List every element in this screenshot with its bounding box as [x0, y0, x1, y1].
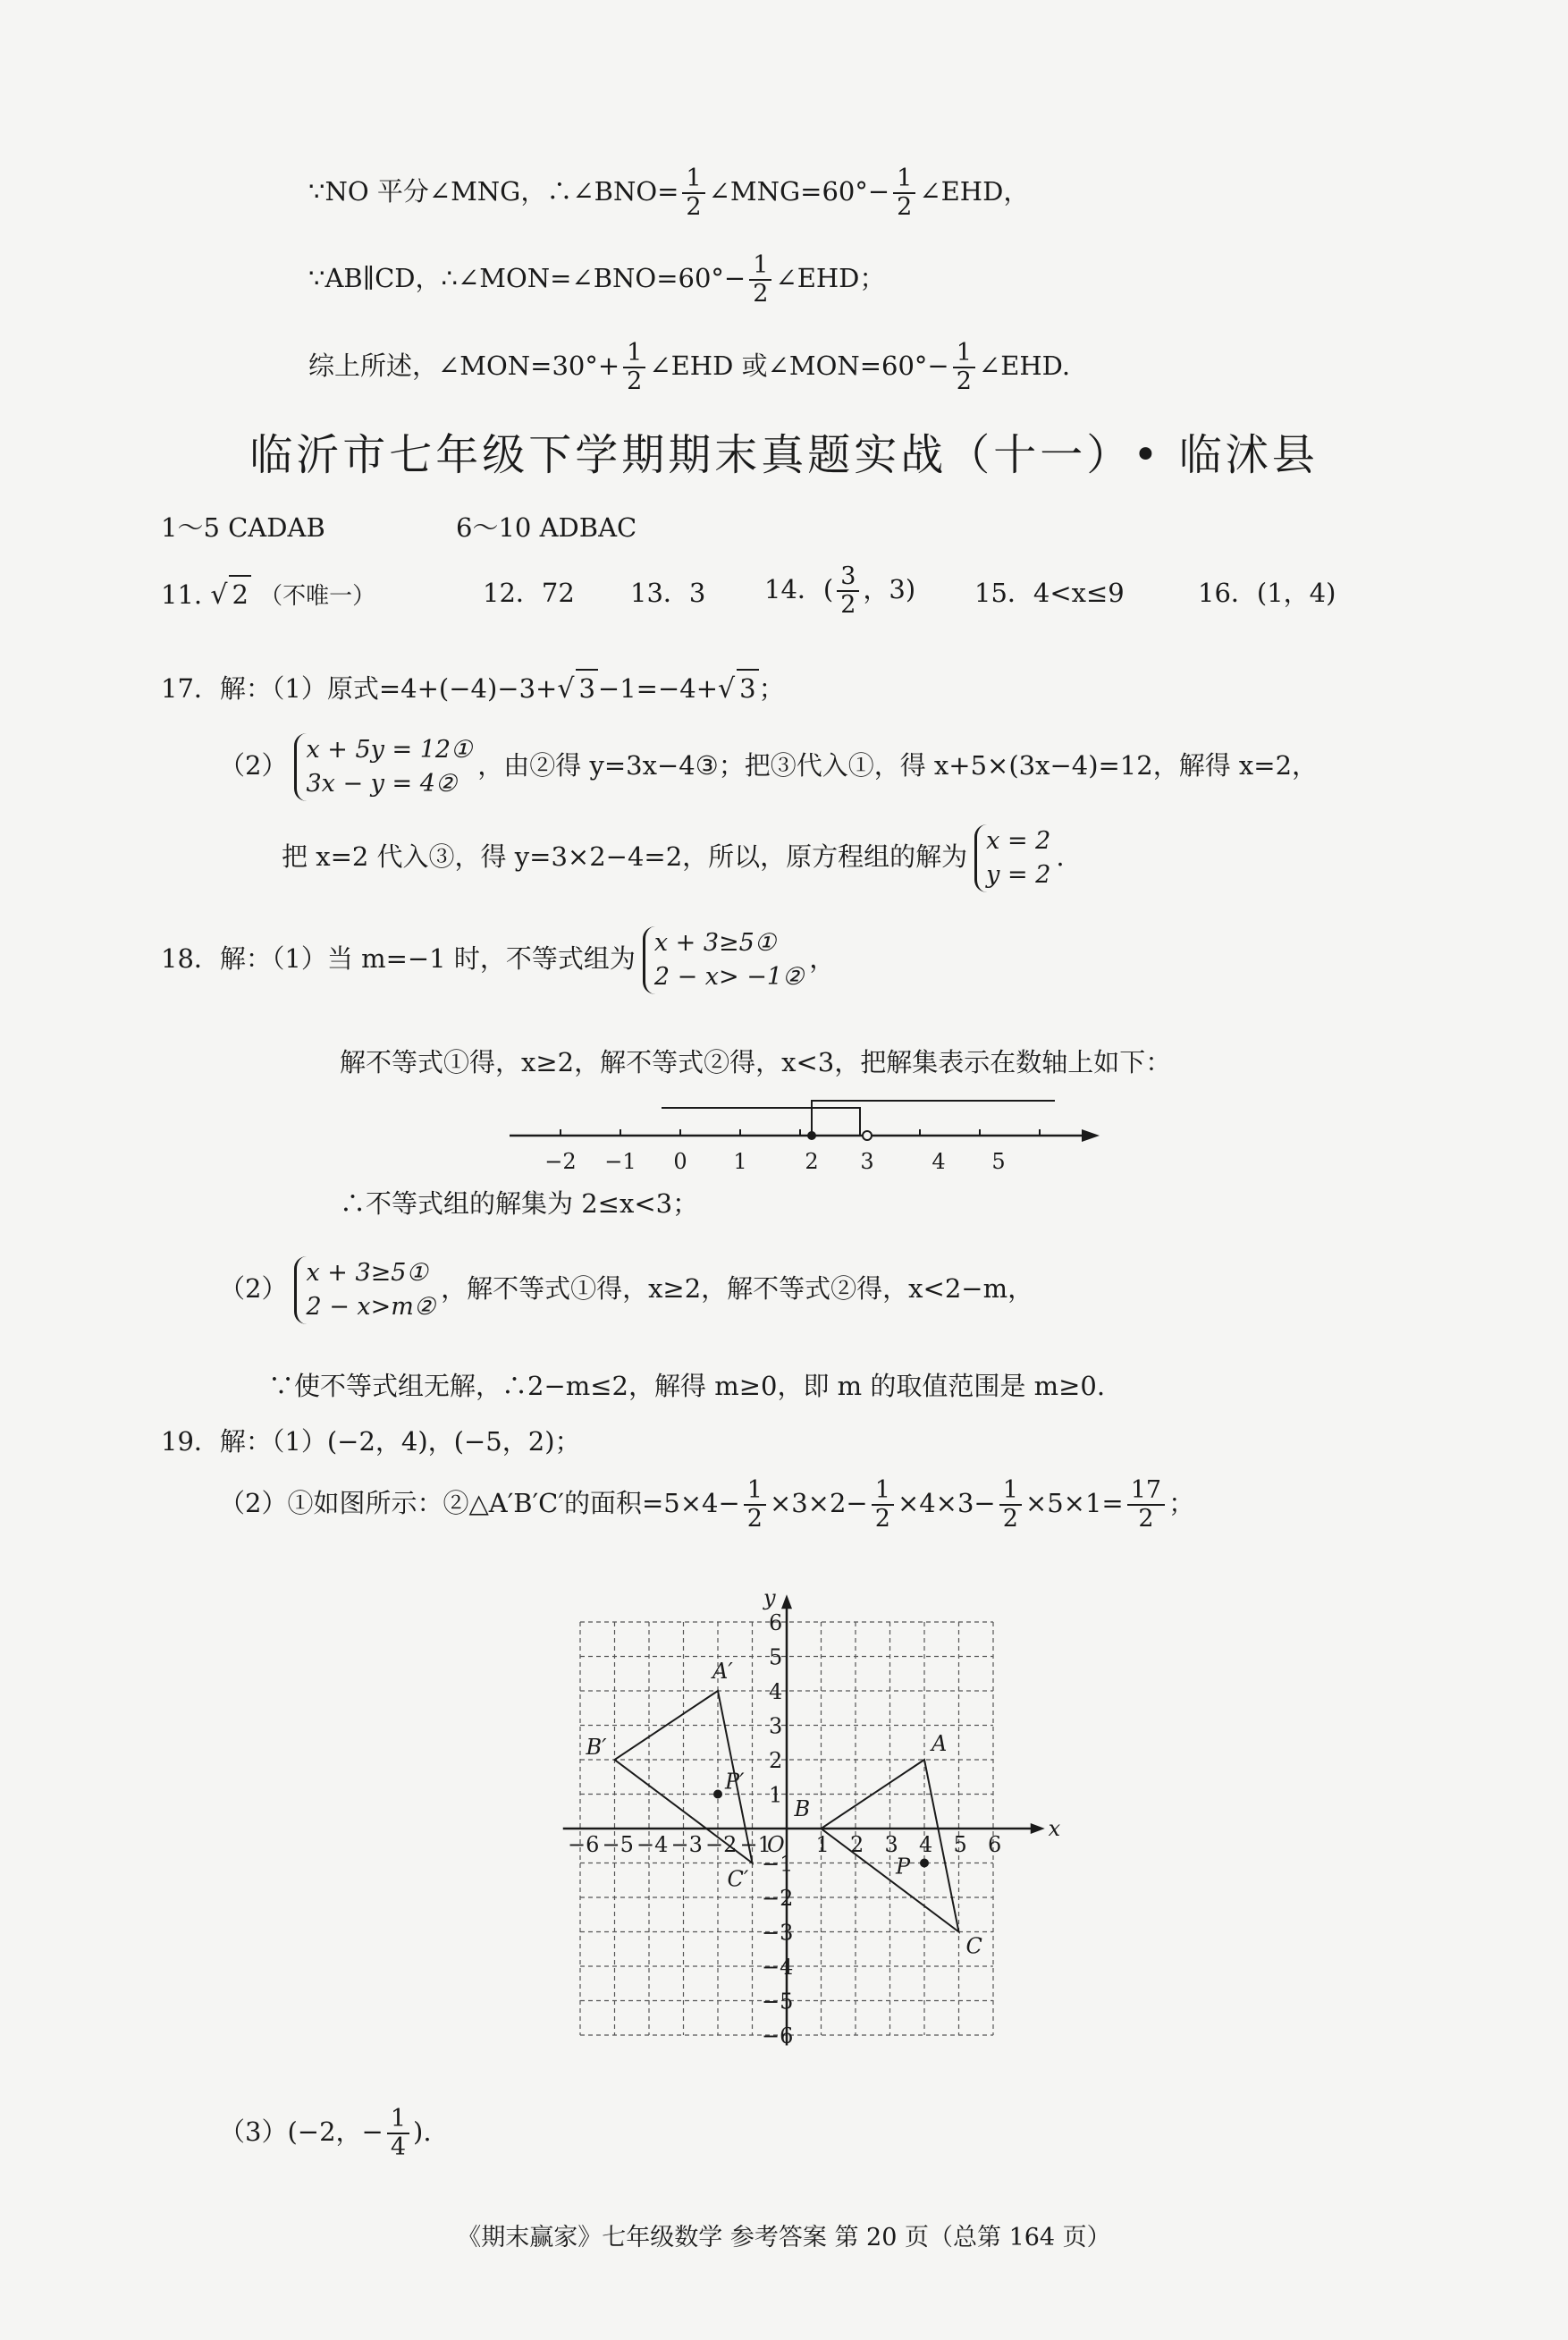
x-arrow-icon	[1031, 1823, 1045, 1834]
x-axis-label: x	[1048, 1816, 1061, 1841]
y-tick-label: −5	[762, 1989, 794, 2015]
prev-line-3: 综上所述，∠MON=30°+ $\frac{1}{2}$ ∠EHD 或∠MON=60°− $\frac{1}{2}$ ∠EHD.	[308, 339, 1071, 395]
q18-line-4: （2）x + 3≥5① 2 − x>m②，解不等式①得，x≥2，解不等式②得，x<2−m，	[219, 1256, 1033, 1324]
point-label: B	[794, 1796, 811, 1821]
fraction-half: $\frac{1}{2}$	[623, 340, 645, 395]
x-tick-label: 5	[953, 1832, 967, 1857]
inequality-system: x + 3≥5① 2 − x>m②	[294, 1256, 435, 1324]
equation-system: x + 5y = 12① 3x − y = 4②	[294, 733, 472, 801]
arrow-icon	[1082, 1129, 1100, 1142]
q18-line-3: ∴不等式组的解集为 2≤x<3；	[340, 1188, 699, 1219]
sqrt-symbol: √	[210, 579, 228, 611]
fill-q12: 12．72	[483, 578, 575, 608]
fill-q14: 14．( $\frac{3}{2}$ ，3)	[764, 562, 916, 619]
fill-q13: 13．3	[630, 578, 706, 608]
closed-dot-2	[807, 1131, 816, 1140]
q18-line-2: 解不等式①得，x≥2，解不等式②得，x<3，把解集表示在数轴上如下：	[340, 1047, 1172, 1077]
q19-line-1: 19．解：（1）(−2，4)，(−5，2)；	[161, 1426, 581, 1457]
fraction-three-halves: $\frac{3}{2}$	[837, 563, 859, 619]
fraction-seventeen-halves: $\frac{17}{2}$	[1127, 1477, 1165, 1533]
x-tick-label: 6	[988, 1832, 1002, 1857]
tick-label: 0	[673, 1149, 687, 1174]
q18-line-5: ∵使不等式组无解，∴2−m≤2，解得 m≥0，即 m 的取值范围是 m≥0.	[268, 1371, 1106, 1401]
q17-line-2: （2）x + 5y = 12① 3x − y = 4②，由②得 y=3x−4③；把③代入①，得 x+5×(3x−4)=12，解得 x=2，	[219, 733, 1318, 801]
inequality-system: x + 3≥5① 2 − x> −1②	[643, 926, 804, 994]
y-tick-label: 5	[769, 1644, 783, 1670]
fraction-half: $\frac{1}{2}$	[953, 340, 975, 395]
greater-equal-2-ray	[812, 1101, 1055, 1136]
point-label: C	[965, 1933, 982, 1959]
x-tick-label: −3	[670, 1832, 703, 1857]
prev-line-1: ∵NO 平分∠MNG，∴∠BNO= $\frac{1}{2}$ ∠MNG=60°− $\frac{1}{2}$ ∠EHD，	[308, 165, 1030, 221]
fraction-half: $\frac{1}{2}$	[744, 1477, 766, 1533]
q17-line-3: 把 x=2 代入③，得 y=3×2−4=2，所以，原方程组的解为x = 2 y = 2.	[282, 824, 1065, 892]
tick-label: 5	[991, 1149, 1006, 1174]
prev-line-2: ∵AB∥CD，∴∠MON=∠BNO=60°− $\frac{1}{2}$ ∠EHD；	[308, 251, 886, 308]
page-footer: 《期末赢家》七年级数学 参考答案 第 20 页（总第 164 页）	[457, 2224, 1111, 2251]
solution-system: x = 2 y = 2	[974, 824, 1050, 892]
x-tick-label: 1	[815, 1832, 830, 1857]
y-tick-label: 1	[769, 1782, 783, 1808]
fraction-quarter: $\frac{1}{4}$	[387, 2106, 409, 2161]
y-arrow-icon	[781, 1594, 792, 1609]
tick-label: 1	[733, 1149, 747, 1174]
point-label: A′	[712, 1659, 733, 1684]
y-tick-label: −1	[762, 1851, 794, 1877]
fill-q16: 16．(1，4)	[1198, 578, 1336, 608]
x-tick-label: 2	[850, 1832, 864, 1857]
q18-line-1: 18．解：（1）当 m=−1 时，不等式组为x + 3≥5① 2 − x> −1②，	[161, 926, 835, 994]
tick-label: 4	[932, 1149, 946, 1174]
x-tick-label: −2	[705, 1832, 738, 1857]
x-tick-label: −5	[602, 1832, 634, 1857]
point-label: P′	[725, 1769, 745, 1795]
choice-answers-1: 1～5 CADAB	[161, 512, 325, 543]
y-tick-label: −6	[762, 2023, 794, 2049]
tick-label: −2	[544, 1149, 577, 1174]
y-tick-label: 2	[769, 1748, 783, 1773]
tick-label: 2	[805, 1149, 819, 1174]
point-dot	[920, 1859, 929, 1868]
fill-q11: 11. √ 2 （不唯一）	[161, 575, 375, 614]
x-tick-label: −1	[739, 1832, 771, 1857]
y-tick-label: −4	[762, 1955, 794, 1980]
fraction-half: $\frac{1}{2}$	[749, 252, 771, 308]
point-label: C′	[727, 1866, 749, 1892]
y-tick-label: 3	[769, 1713, 783, 1739]
choice-answers-2: 6～10 ADBAC	[456, 512, 637, 543]
fill-q15: 15．4<x≤9	[974, 578, 1125, 608]
x-tick-label: −4	[636, 1832, 669, 1857]
y-tick-label: −2	[762, 1886, 794, 1911]
q17-line-1: 17．解：（1）原式=4+(−4)−3+√ 3 −1=−4+√ 3 ；	[161, 669, 785, 707]
fraction-half: $\frac{1}{2}$	[893, 165, 915, 221]
x-tick-label: 3	[884, 1832, 898, 1857]
section-title: 临沂市七年级下学期期末真题实战（十一）• 临沭县	[249, 430, 1319, 480]
fraction-half: $\frac{1}{2}$	[682, 165, 704, 221]
sqrt-symbol: √	[557, 673, 575, 705]
q19-line-2: （2）①如图所示：②△A′B′C′的面积=5×4− $\frac{1}{2}$ ×3×2− $\frac{1}{2}$ ×4×3− $\frac{1}{2}$ ×5×1= $\frac{17}{2}$ ；	[219, 1476, 1195, 1533]
y-tick-label: 4	[769, 1679, 783, 1704]
coordinate-grid	[545, 1565, 1064, 2065]
q19-line-3: （3）(−2，− $\frac{1}{4}$ ).	[219, 2105, 432, 2161]
origin-label: O	[767, 1832, 785, 1857]
number-line	[501, 1095, 1109, 1176]
y-tick-label: 6	[769, 1610, 783, 1635]
fraction-half: $\frac{1}{2}$	[872, 1477, 894, 1533]
point-label: P	[896, 1854, 911, 1880]
sqrt-symbol: √	[718, 673, 736, 705]
x-tick-label: 4	[919, 1832, 933, 1857]
x-tick-label: −6	[568, 1832, 600, 1857]
fraction-half: $\frac{1}{2}$	[999, 1477, 1022, 1533]
y-axis-label: y	[763, 1585, 776, 1611]
tick-label: −1	[604, 1149, 636, 1174]
open-dot-3	[863, 1131, 872, 1140]
point-dot	[713, 1790, 722, 1799]
y-tick-label: −3	[762, 1920, 794, 1946]
point-label: A	[932, 1731, 948, 1756]
tick-label: 3	[860, 1149, 874, 1174]
less-than-3-ray	[662, 1108, 860, 1136]
point-label: B′	[586, 1735, 607, 1760]
